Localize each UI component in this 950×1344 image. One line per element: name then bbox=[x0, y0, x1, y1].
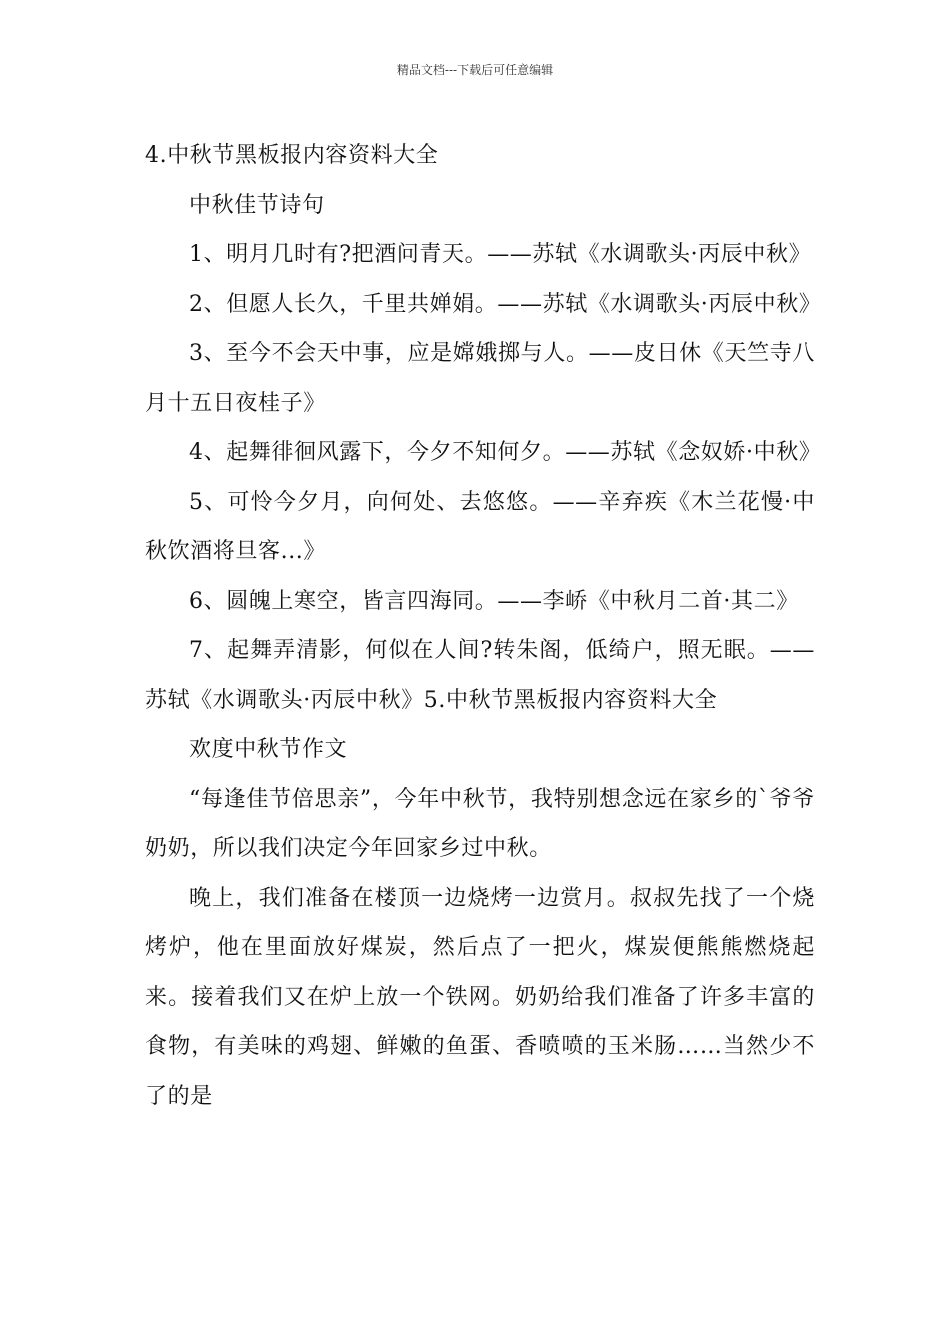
subsection-title: 中秋佳节诗句 bbox=[189, 192, 325, 218]
page-header: 精品文档---下载后可任意编辑 bbox=[396, 63, 554, 77]
poem-line-4: 4、起舞徘徊风露下，今夕不知何夕。——苏轼《念奴娇·中秋》 bbox=[189, 440, 822, 465]
essay-title: 欢度中秋节作文 bbox=[189, 737, 348, 762]
poem-line-7: 7、起舞弄清影，何似在人间?转朱阁，低绮户，照无眠。——苏轼《水调歌头·丙辰中秋》5.中秋节黑板报内容资料大全 bbox=[145, 638, 815, 713]
poem-line-2: 2、但愿人长久，千里共婵娟。——苏轼《水调歌头·丙辰中秋》 bbox=[189, 291, 822, 317]
poem-line-1: 1、明月几时有?把酒问青天。——苏轼《水调歌头·丙辰中秋》 bbox=[189, 242, 812, 267]
poem-line-6: 6、圆魄上寒空，皆言四海同。——李峤《中秋月二首·其二》 bbox=[189, 588, 799, 614]
poem-line-5: 5、可怜今夕月，向何处、去悠悠。——辛弃疾《木兰花慢·中秋饮酒将旦客...》 bbox=[145, 489, 815, 564]
essay-paragraph-1: “每逢佳节倍思亲”，今年中秋节，我特别想念远在家乡的`爷爷奶奶，所以我们决定今年回家乡过中秋。 bbox=[145, 786, 815, 861]
section-title: 4.中秋节黑板报内容资料大全 bbox=[145, 143, 439, 168]
essay-paragraph-2: 晚上，我们准备在楼顶一边烧烤一边赏月。叔叔先找了一个烧烤炉，他在里面放好煤炭，然后点了一把火，煤炭便熊熊燃烧起来。接着我们又在炉上放一个铁网。奶奶给我们准备了许多丰富的食物，有美味的鸡翅、鲜嫩的鱼蛋、香喷喷的玉米肠……当然少不了的是 bbox=[145, 885, 815, 1109]
document-body bbox=[145, 131, 822, 1121]
poem-line-3: 3、至今不会天中事，应是嫦娥掷与人。——皮日休《天竺寺八月十五日夜桂子》 bbox=[145, 341, 815, 416]
